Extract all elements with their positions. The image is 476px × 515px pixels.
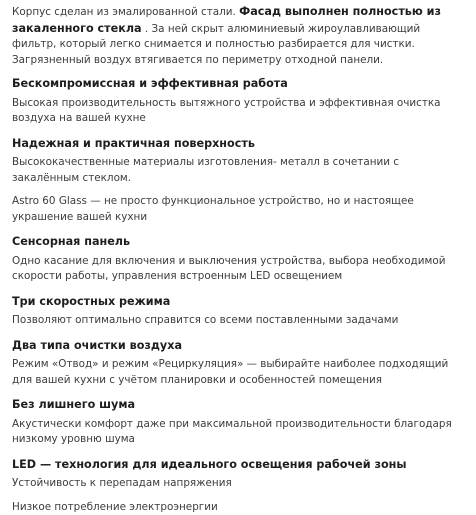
section-heading: Без лишнего шума [12, 397, 464, 413]
section-heading: Бескомпромиссная и эффективная работа [12, 76, 464, 92]
section-text: Высококачественные материалы изготовления- металл в сочетании с закалённым стеклом. [12, 155, 464, 186]
intro-text-start: Корпус сделан из эмалированной стали. [12, 6, 239, 18]
section-text: Высокая производительность вытяжного устройства и эффективная очистка воздуха на вашей кухне [12, 96, 464, 127]
section-text: Одно касание для включения и выключения устройства, выбора необходимой скорости работы, управления встроенным LED освещением [12, 254, 464, 285]
section-text: Низкое потребление электроэнергии [12, 500, 464, 515]
section-heading: LED — технология для идеального освещения рабочей зоны [12, 457, 464, 473]
intro-bold-text: Фасад выполнен полностью из закаленного стекла [12, 5, 441, 35]
section-text: Astro 60 Glass — не просто функциональное устройство, но и настоящее украшение вашей кухни [12, 194, 464, 225]
section-heading: Два типа очистки воздуха [12, 338, 464, 354]
section-heading: Надежная и практичная поверхность [12, 136, 464, 152]
section-heading: Сенсорная панель [12, 234, 464, 250]
section-text: Позволяют оптимально справится со всеми поставленными задачами [12, 313, 464, 329]
intro-text-end: . За ней скрыт алюминиевый жироулавливающий фильтр, который легко снимается и полностью разбирается для чистки. Загрязненный воздух втягивается по периметру отходной панели. [12, 23, 420, 66]
intro-paragraph [12, 4, 464, 68]
section-text: Режим «Отвод» и режим «Рециркуляция» — выбирайте наиболее подходящий для вашей кухни с учётом планировки и особенностей помещения [12, 357, 464, 388]
section-text: Акустически комфорт даже при максимальной производительности благодаря низкому уровню шума [12, 417, 464, 448]
section-heading: Три скоростных режима [12, 294, 464, 310]
section-text: Устойчивость к перепадам напряжения [12, 476, 464, 492]
